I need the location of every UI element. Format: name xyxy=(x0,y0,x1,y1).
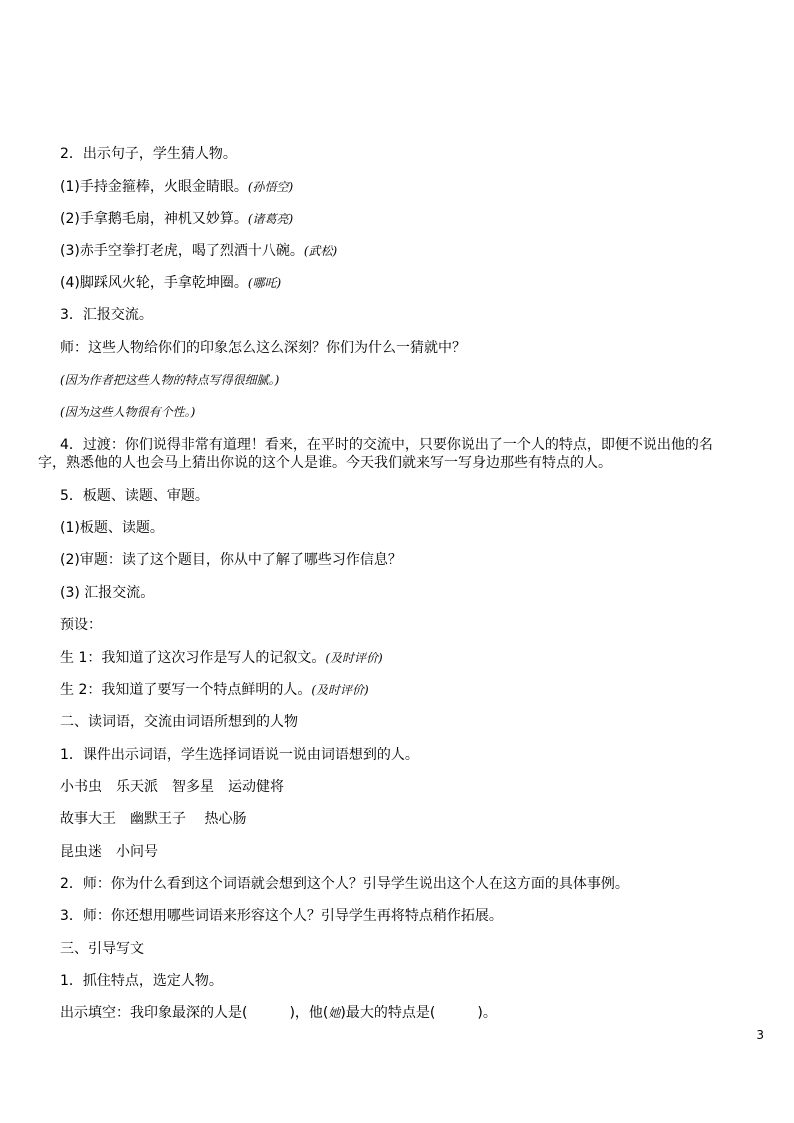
text-line xyxy=(60,371,279,389)
section-heading: 三、引导写文 xyxy=(60,941,144,957)
page-number: 3 xyxy=(756,1028,764,1042)
text-line: 3．汇报交流。 xyxy=(60,307,153,323)
annotation: (孙悟空) xyxy=(247,180,294,194)
annotation: (哪吒) xyxy=(247,276,282,290)
word-list: 昆虫迷 小问号 xyxy=(60,844,158,860)
word-list: 故事大王 幽默王子 热心肠 xyxy=(60,811,247,827)
text-line: (3)赤手空拳打老虎，喝了烈酒十八碗。(武松) xyxy=(60,243,338,259)
text-line: (3) 汇报交流。 xyxy=(60,585,155,601)
text-line: (1)板题、读题。 xyxy=(60,520,164,536)
word-list: 小书虫 乐天派 智多星 运动健将 xyxy=(60,779,284,795)
fill-blank-line: 出示填空：我印象最深的人是( )，他(她)最大的特点是( )。 xyxy=(60,1005,497,1021)
annotation: (武松) xyxy=(303,244,338,258)
annotation: 她 xyxy=(328,1006,341,1020)
text-line: 预设： xyxy=(60,617,102,633)
text-line: (2)手拿鹅毛扇，神机又妙算。(诸葛亮) xyxy=(60,211,294,227)
text-line: 5．板题、读题、审题。 xyxy=(60,488,209,504)
annotation: (因为这些人物很有个性。) xyxy=(60,405,196,419)
annotation: (因为作者把这些人物的特点写得很细腻。) xyxy=(60,373,280,387)
text-line: 1．抓住特点，选定人物。 xyxy=(60,973,223,989)
text-line: 生 2：我知道了要写一个特点鲜明的人。(及时评价) xyxy=(60,682,369,698)
text-line: 1．课件出示词语，学生选择词语说一说由词语想到的人。 xyxy=(60,747,419,763)
annotation: (及时评价) xyxy=(311,683,369,697)
text-line: 师：这些人物给你们的印象怎么这么深刻？你们为什么一猜就中？ xyxy=(60,340,466,356)
text-line: (1)手持金箍棒，火眼金睛眼。(孙悟空) xyxy=(60,179,294,195)
annotation: (诸葛亮) xyxy=(247,212,294,226)
section-heading: 二、读词语，交流由词语所想到的人物 xyxy=(60,714,298,730)
text-line xyxy=(60,403,195,421)
text-line: (4)脚踩风火轮，手拿乾坤圈。(哪吒) xyxy=(60,275,282,291)
paragraph-line: 4．过渡：你们说得非常有道理！看来，在平时的交流中，只要你说出了一个人的特点，即便不说出他的名 xyxy=(60,437,713,453)
annotation: (及时评价) xyxy=(325,651,383,665)
text-line: 3．师：你还想用哪些词语来形容这个人？引导学生再将特点稍作拓展。 xyxy=(60,908,503,924)
text-line: 生 1：我知道了这次习作是写人的记叙文。(及时评价) xyxy=(60,650,383,666)
text-line: 2．出示句子，学生猜人物。 xyxy=(60,146,237,162)
paragraph-line: 字，熟悉他的人也会马上猜出你说的这个人是谁。今天我们就来写一写身边那些有特点的人。 xyxy=(38,455,612,471)
text-line: (2)审题：读了这个题目，你从中了解了哪些习作信息？ xyxy=(60,552,402,568)
text-line: 2．师：你为什么看到这个词语就会想到这个人？引导学生说出这个人在这方面的具体事例。 xyxy=(60,876,629,892)
